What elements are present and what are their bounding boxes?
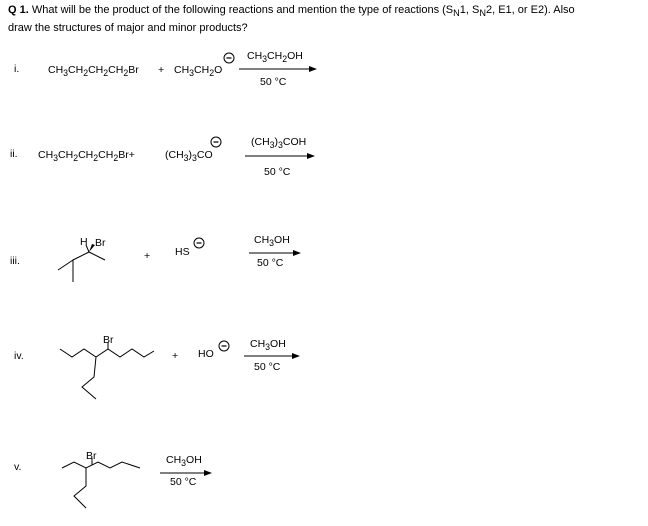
negative-charge-icon bbox=[209, 135, 223, 149]
reaction-iii-reagent: HS bbox=[175, 246, 190, 258]
negative-charge-icon bbox=[192, 236, 206, 250]
reaction-numeral-i: i. bbox=[14, 63, 20, 75]
reaction-numeral-v: v. bbox=[14, 461, 22, 473]
reaction-iv-temp: 50 °C bbox=[254, 361, 281, 373]
question-number: Q 1. bbox=[8, 4, 29, 16]
reaction-iv-reagent: HO bbox=[198, 348, 214, 360]
sn1-subscript: N bbox=[453, 8, 460, 19]
question-body-part3: 2, E1, or E2). Also bbox=[485, 4, 575, 16]
reaction-iii-temp: 50 °C bbox=[257, 257, 284, 269]
reaction-i-solvent: $CH_3CH_2OH$ bbox=[247, 50, 303, 65]
negative-charge-icon bbox=[217, 339, 231, 353]
negative-charge-icon bbox=[222, 51, 236, 65]
reaction-i-temp: 50 °C bbox=[260, 76, 287, 88]
reaction-i-reactant: $CH_3CH_2CH_2CH_2Br$ bbox=[48, 64, 139, 79]
reaction-ii-reactant: $CH_3CH_2CH_2CH_2Br+$ bbox=[38, 149, 135, 164]
reaction-arrow bbox=[245, 151, 315, 161]
question-line2: draw the structures of major and minor products? bbox=[8, 22, 248, 35]
reaction-arrow bbox=[244, 351, 300, 361]
reaction-ii-reagent: $(CH_3)_3CO$ bbox=[165, 149, 213, 164]
reaction-numeral-iii: iii. bbox=[10, 255, 20, 267]
question-text bbox=[8, 3, 644, 36]
reaction-arrow bbox=[239, 64, 317, 74]
reaction-numeral-iv: iv. bbox=[14, 350, 24, 362]
reaction-i-plus: + bbox=[158, 64, 165, 76]
reaction-iv-solvent: $CH_3OH$ bbox=[250, 338, 286, 353]
reaction-v-solvent: $CH_3OH$ bbox=[166, 454, 202, 469]
reaction-iv-plus: + bbox=[172, 350, 179, 362]
substrate-iii-h-label: H bbox=[80, 236, 88, 248]
substrate-iii-br-label: Br bbox=[95, 237, 106, 249]
reaction-iii-plus: + bbox=[144, 250, 151, 262]
substrate-v-br-label: Br bbox=[86, 450, 97, 462]
reaction-ii-temp: 50 °C bbox=[264, 166, 291, 178]
reaction-i-reagent: $CH_3CH_2O$ bbox=[174, 64, 223, 79]
question-body-part2: 1, S bbox=[459, 4, 480, 16]
reaction-v-temp: 50 °C bbox=[170, 476, 197, 488]
substrate-v-structure bbox=[60, 450, 144, 520]
reaction-ii-solvent: $(CH_3)_3COH$ bbox=[251, 136, 307, 151]
question-body-part1: What will be the product of the following reactions and mention the type of reactions (S bbox=[31, 4, 454, 16]
substrate-iv-br-label: Br bbox=[103, 334, 114, 346]
sn2-subscript: N bbox=[479, 8, 486, 19]
reaction-numeral-ii: ii. bbox=[10, 148, 18, 160]
reaction-iii-solvent: $CH_3OH$ bbox=[254, 234, 290, 249]
